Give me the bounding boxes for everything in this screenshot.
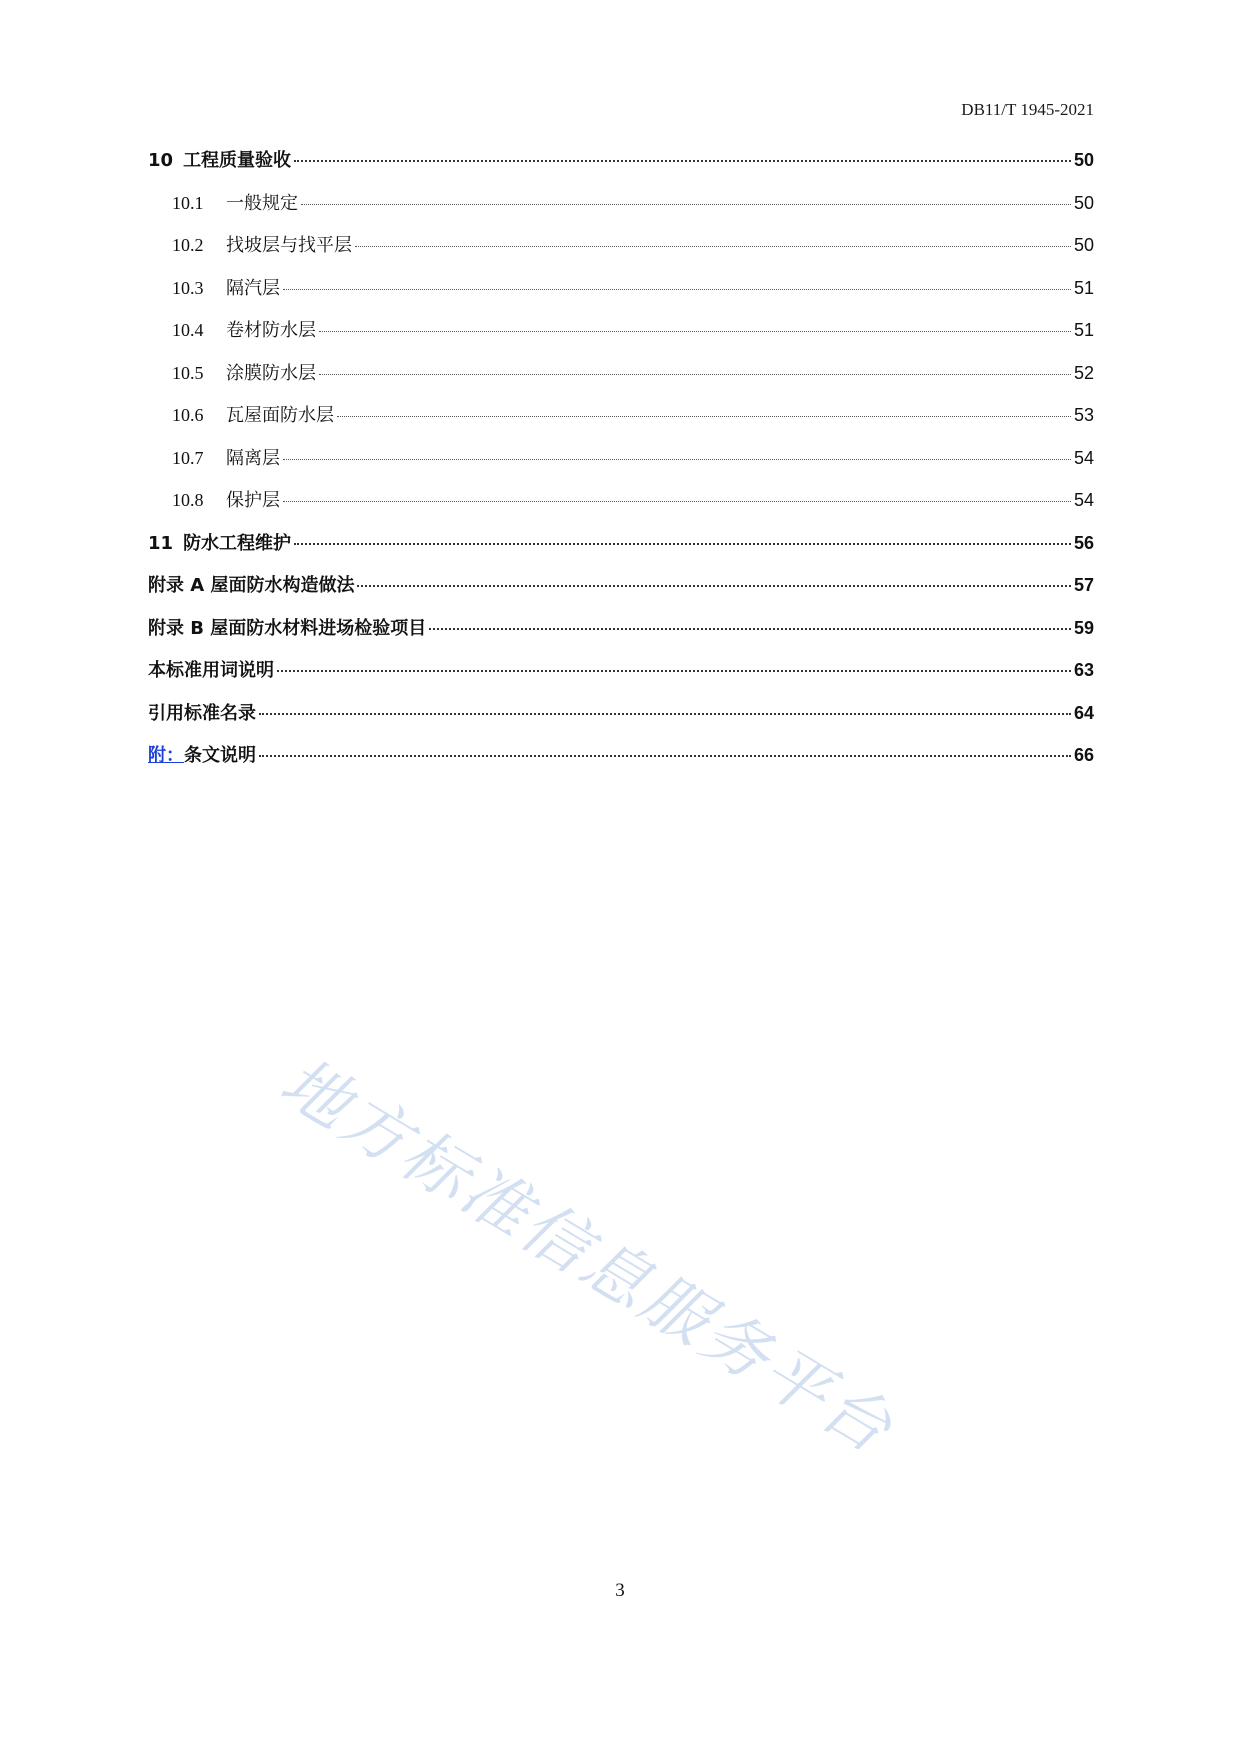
- toc-entry-title: 引用标准名录: [148, 702, 256, 724]
- toc-entry-number: 10.3: [172, 277, 204, 298]
- toc-entry-page: 63: [1073, 660, 1094, 680]
- toc-entry-page: 59: [1073, 617, 1094, 638]
- page-number: 3: [615, 1580, 625, 1601]
- toc-entry-title: 工程质量验收: [183, 150, 292, 171]
- dot-leader: [355, 246, 1071, 247]
- toc-entry-number: 11: [148, 532, 174, 554]
- dot-leader: [294, 160, 1071, 162]
- toc-entry[interactable]: [148, 614, 1094, 657]
- toc-subentry[interactable]: [148, 316, 1094, 359]
- toc-subentry[interactable]: [148, 189, 1094, 232]
- toc-entry-number: 10: [148, 150, 174, 171]
- toc-entry-page: 51: [1073, 277, 1094, 298]
- toc-subentry[interactable]: [148, 444, 1094, 487]
- toc-entry[interactable]: [148, 529, 1094, 572]
- toc-entry-page: 50: [1073, 150, 1094, 170]
- dot-leader: [357, 585, 1071, 587]
- watermark: 地方标准信息服务平台: [267, 1042, 908, 1470]
- toc-entry-page: 50: [1073, 192, 1094, 213]
- toc-subentry[interactable]: [148, 274, 1094, 317]
- toc-entry-title: 找坡层与找平层: [226, 235, 352, 256]
- dot-leader: [294, 543, 1071, 545]
- dot-leader: [337, 416, 1071, 417]
- toc-entry[interactable]: [148, 741, 1094, 784]
- toc-entry-title: 瓦屋面防水层: [226, 405, 334, 426]
- toc-entry-page: 51: [1073, 320, 1094, 340]
- toc-entry-page: 54: [1073, 490, 1094, 510]
- toc-entry-page: 64: [1073, 702, 1094, 723]
- dot-leader: [319, 331, 1071, 332]
- toc-subentry[interactable]: [148, 401, 1094, 444]
- toc-entry-number: 10.6: [172, 405, 204, 425]
- toc-entry-number: 10.7: [172, 447, 204, 468]
- toc-entry-title: 附录 A 屋面防水构造做法: [148, 575, 355, 596]
- toc-entry-title: 本标准用词说明: [148, 660, 274, 681]
- appendix-link[interactable]: 附：: [148, 745, 184, 766]
- dot-leader: [259, 755, 1071, 757]
- toc-subentry[interactable]: [148, 231, 1094, 274]
- dot-leader: [301, 204, 1071, 205]
- toc-entry-number: 10.5: [172, 362, 204, 383]
- toc-subentry[interactable]: [148, 486, 1094, 529]
- toc-entry-title: 卷材防水层: [226, 320, 316, 341]
- toc-entry-title: 条文说明: [184, 745, 256, 766]
- toc-subentry[interactable]: [148, 359, 1094, 402]
- toc-entry-number: 10.1: [172, 192, 204, 213]
- toc-entry-title: 涂膜防水层: [226, 362, 316, 384]
- table-of-contents: [148, 146, 1094, 784]
- dot-leader: [283, 501, 1071, 502]
- toc-entry-page: 54: [1073, 447, 1094, 468]
- toc-entry[interactable]: [148, 571, 1094, 614]
- toc-entry[interactable]: [148, 656, 1094, 699]
- toc-entry-page: 66: [1073, 745, 1094, 765]
- toc-entry-title: 隔汽层: [226, 277, 280, 299]
- dot-leader: [283, 289, 1071, 290]
- toc-entry-title: 附录 B 屋面防水材料进场检验项目: [148, 617, 427, 639]
- dot-leader: [283, 459, 1071, 460]
- toc-entry-page: 52: [1073, 362, 1094, 383]
- dot-leader: [259, 713, 1071, 715]
- toc-entry-page: 50: [1073, 235, 1094, 255]
- toc-entry[interactable]: [148, 146, 1094, 189]
- toc-entry-page: 56: [1073, 532, 1094, 553]
- toc-entry-page: 53: [1073, 405, 1094, 425]
- toc-entry-title: 防水工程维护: [183, 532, 292, 554]
- dot-leader: [277, 670, 1071, 672]
- toc-entry-title: 隔离层: [226, 447, 280, 469]
- dot-leader: [429, 628, 1071, 630]
- toc-entry-number: 10.8: [172, 490, 204, 510]
- toc-entry-title: 保护层: [226, 490, 280, 511]
- toc-entry-title: 一般规定: [226, 192, 298, 214]
- document-code: DB11/T 1945-2021: [961, 100, 1094, 119]
- toc-entry-page: 57: [1073, 575, 1094, 595]
- toc-entry[interactable]: [148, 699, 1094, 742]
- dot-leader: [319, 374, 1071, 375]
- toc-entry-number: 10.4: [172, 320, 204, 340]
- toc-entry-number: 10.2: [172, 235, 204, 255]
